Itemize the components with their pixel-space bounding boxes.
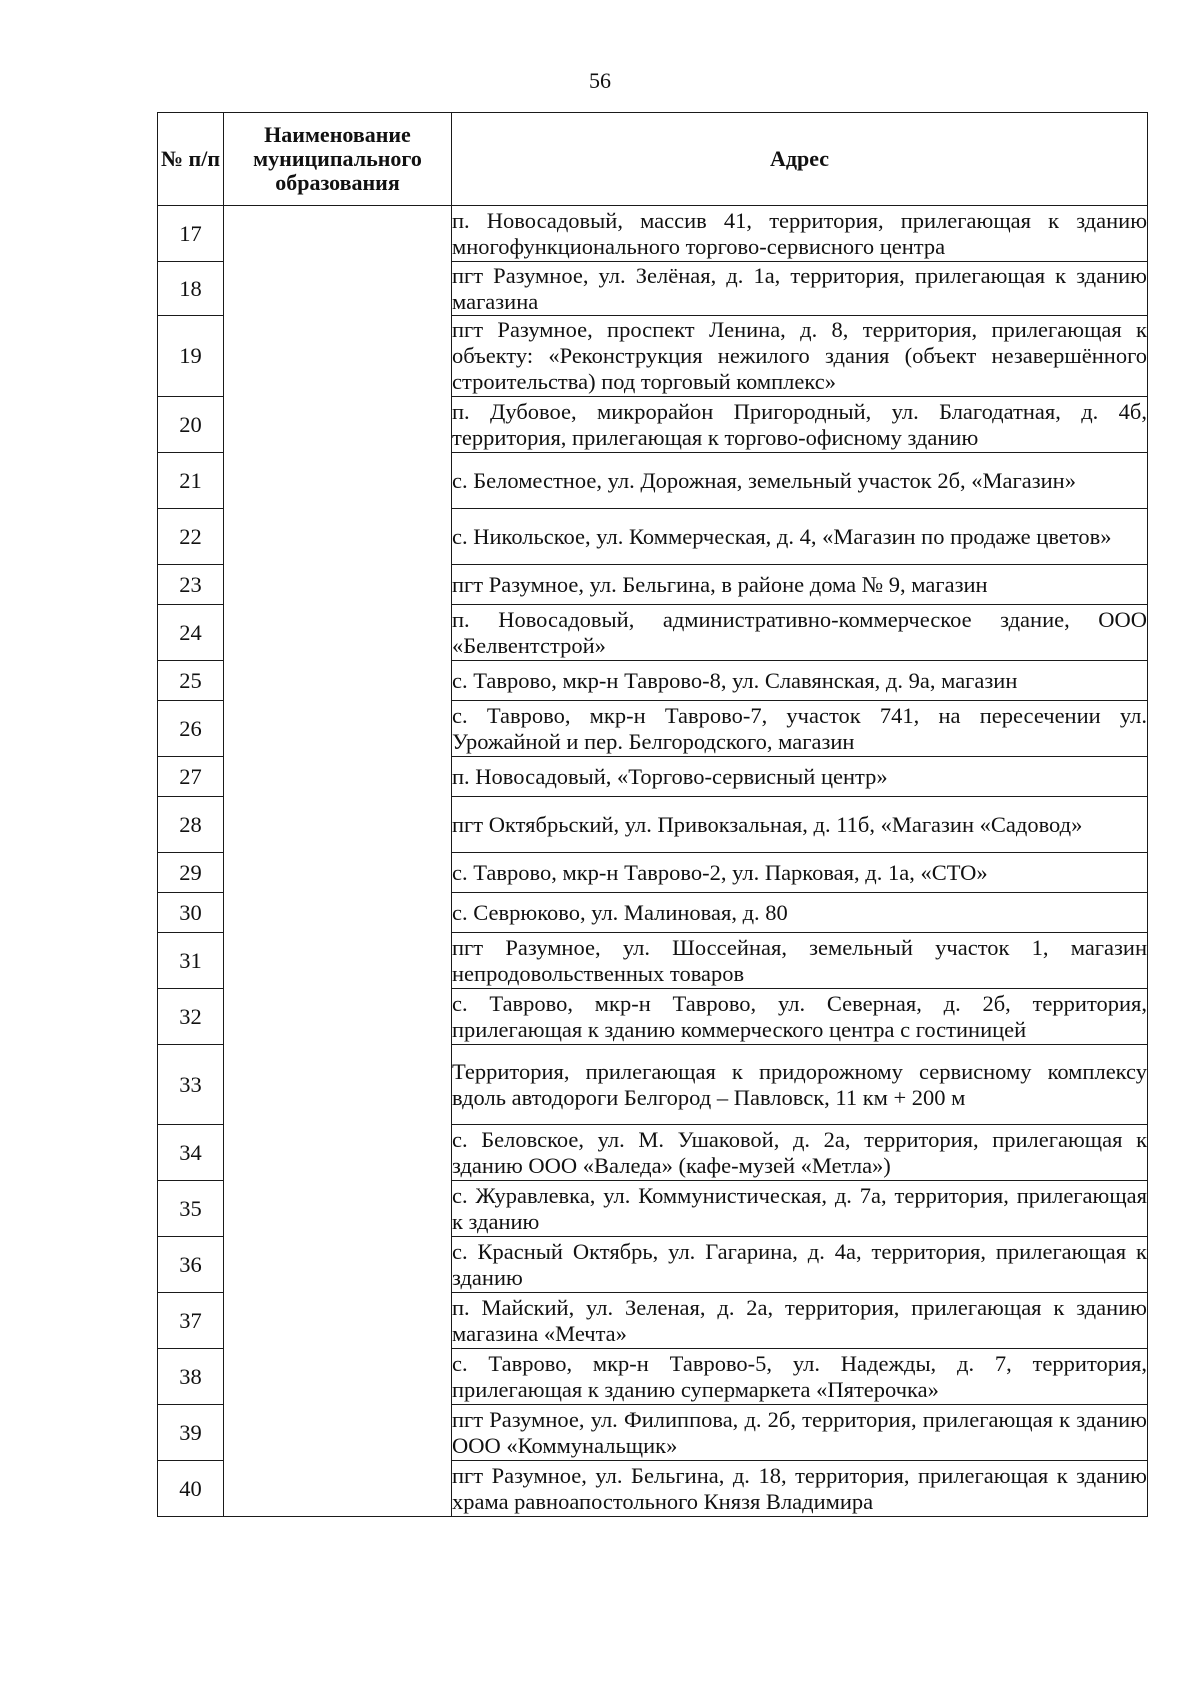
row-address: пгт Разумное, проспект Ленина, д. 8, территория, прилегающая к объекту: «Реконструкция нежилого здания (объект незавершённого строительства) под торговый комплекс» <box>452 316 1148 397</box>
row-number: 21 <box>158 453 224 509</box>
row-address: с. Беловское, ул. М. Ушаковой, д. 2а, территория, прилегающая к зданию ООО «Валеда» (кафе-музей «Метла») <box>452 1125 1148 1181</box>
row-address: пгт Разумное, ул. Бельгина, д. 18, территория, прилегающая к зданию храма равноапостольного Князя Владимира <box>452 1461 1148 1517</box>
table-row <box>158 206 1148 262</box>
row-address: пгт Октябрьский, ул. Привокзальная, д. 11б, «Магазин «Садовод» <box>452 797 1148 853</box>
row-number: 29 <box>158 853 224 893</box>
address-table <box>157 112 1148 1517</box>
row-address: пгт Разумное, ул. Филиппова, д. 2б, территория, прилегающая к зданию ООО «Коммунальщик» <box>452 1405 1148 1461</box>
row-number: 19 <box>158 316 224 397</box>
row-number: 30 <box>158 893 224 933</box>
row-address: с. Таврово, мкр-н Таврово-5, ул. Надежды, д. 7, территория, прилегающая к зданию супермаркета «Пятерочка» <box>452 1349 1148 1405</box>
page-number: 56 <box>589 68 611 93</box>
row-number: 26 <box>158 701 224 757</box>
row-address: с. Красный Октябрь, ул. Гагарина, д. 4а, территория, прилегающая к зданию <box>452 1237 1148 1293</box>
row-number: 24 <box>158 605 224 661</box>
row-address: с. Беломестное, ул. Дорожная, земельный участок 2б, «Магазин» <box>452 453 1148 509</box>
row-address: п. Новосадовый, массив 41, территория, прилегающая к зданию многофункционального торгово-сервисного центра <box>452 206 1148 262</box>
row-address: с. Севрюково, ул. Малиновая, д. 80 <box>452 893 1148 933</box>
row-address: пгт Разумное, ул. Зелёная, д. 1а, территория, прилегающая к зданию магазина <box>452 262 1147 314</box>
header-address: Адрес <box>452 113 1148 206</box>
row-address: пгт Разумное, ул. Шоссейная, земельный участок 1, магазин непродовольственных товаров <box>452 933 1148 989</box>
row-address: п. Майский, ул. Зеленая, д. 2а, территория, прилегающая к зданию магазина «Мечта» <box>452 1293 1148 1349</box>
row-number: 37 <box>158 1293 224 1349</box>
row-number: 27 <box>158 757 224 797</box>
row-number: 22 <box>158 509 224 565</box>
row-number: 39 <box>158 1405 224 1461</box>
row-number: 28 <box>158 797 224 853</box>
row-address: Территория, прилегающая к придорожному сервисному комплексу вдоль автодороги Белгород – Павловск, 11 км + 200 м <box>452 1045 1148 1125</box>
municipality-cell <box>224 206 452 1517</box>
row-number: 33 <box>158 1045 224 1125</box>
header-municipality: Наименование муниципального образования <box>224 113 452 206</box>
row-address: с. Журавлевка, ул. Коммунистическая, д. 7а, территория, прилегающая к зданию <box>452 1181 1148 1237</box>
row-address: с. Никольское, ул. Коммерческая, д. 4, «Магазин по продаже цветов» <box>452 509 1148 565</box>
row-number: 20 <box>158 397 224 453</box>
row-number: 31 <box>158 933 224 989</box>
row-number: 35 <box>158 1181 224 1237</box>
row-number: 23 <box>158 565 224 605</box>
row-address: с. Таврово, мкр-н Таврово-2, ул. Парковая, д. 1а, «СТО» <box>452 853 1148 893</box>
row-number: 36 <box>158 1237 224 1293</box>
row-address: п. Новосадовый, «Торгово-сервисный центр» <box>452 757 1148 797</box>
row-number: 17 <box>158 206 224 262</box>
row-address: с. Таврово, мкр-н Таврово, ул. Северная, д. 2б, территория, прилегающая к зданию коммерческого центра с гостиницей <box>452 989 1148 1045</box>
row-number: 34 <box>158 1125 224 1181</box>
row-number: 25 <box>158 661 224 701</box>
table-header-row <box>158 113 1148 206</box>
header-num: № п/п <box>158 113 224 206</box>
row-number: 32 <box>158 989 224 1045</box>
row-number: 40 <box>158 1461 224 1517</box>
row-address: пгт Разумное, ул. Бельгина, в районе дома № 9, магазин <box>452 565 1148 605</box>
table-body <box>158 206 1148 1517</box>
row-number: 18 <box>158 262 224 316</box>
row-number: 38 <box>158 1349 224 1405</box>
row-address: п. Дубовое, микрорайон Пригородный, ул. Благодатная, д. 4б, территория, прилегающая к торгово-офисному зданию <box>452 397 1148 453</box>
row-address: с. Таврово, мкр-н Таврово-7, участок 741, на пересечении ул. Урожайной и пер. Белгородского, магазин <box>452 701 1148 757</box>
row-address: п. Новосадовый, административно-коммерческое здание, ООО «Белвентстрой» <box>452 605 1148 661</box>
row-address: с. Таврово, мкр-н Таврово-8, ул. Славянская, д. 9а, магазин <box>452 661 1148 701</box>
